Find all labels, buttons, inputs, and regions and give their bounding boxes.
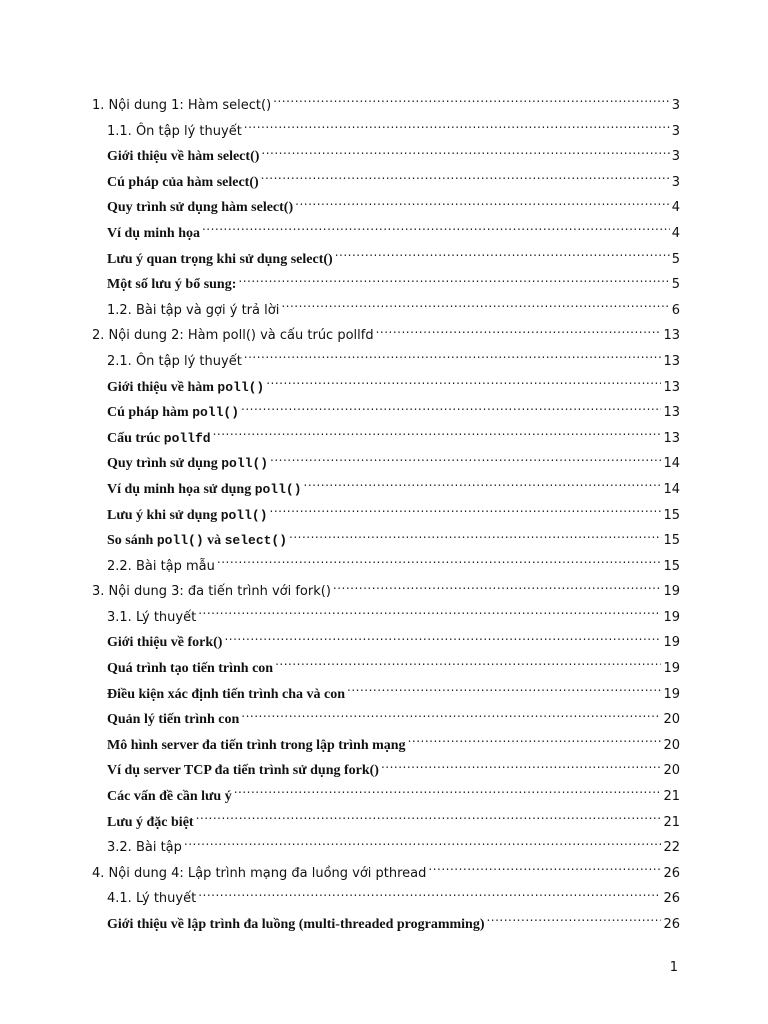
dot-leader <box>273 96 670 109</box>
toc-entry-page: 3 <box>671 98 680 113</box>
dot-leader <box>261 172 670 186</box>
toc-entry-page: 20 <box>663 737 680 753</box>
toc-entry-code: pollfd <box>163 430 211 446</box>
toc-entry-page: 3 <box>671 149 680 165</box>
toc-entry-text: Giới thiệu về lập trình đa luồng (multi-threaded programming) <box>107 917 485 932</box>
toc-entry-text: Giới thiệu về fork() <box>107 635 223 651</box>
toc-entry[interactable] <box>92 375 680 401</box>
dot-leader <box>428 864 661 877</box>
toc-entry[interactable] <box>92 247 680 273</box>
toc-entry-title <box>107 477 302 503</box>
toc-entry-page: 5 <box>671 251 680 267</box>
toc-entry-code: select() <box>224 533 288 549</box>
toc-entry-title <box>107 605 196 631</box>
toc-entry-title <box>107 503 268 529</box>
dot-leader <box>244 122 670 135</box>
toc-entry-page: 13 <box>663 328 680 344</box>
toc-entry[interactable] <box>92 605 680 631</box>
toc-entry-page: 15 <box>663 533 680 549</box>
dot-leader <box>217 557 662 570</box>
toc-entry-page: 26 <box>663 917 680 932</box>
dot-leader <box>270 453 661 467</box>
toc-entry-title <box>107 707 239 733</box>
toc-entry-title <box>107 144 259 170</box>
toc-entry-text: Lưu ý quan trọng khi sử dụng select() <box>107 251 333 267</box>
toc-entry-page: 19 <box>663 661 680 677</box>
toc-entry-page: 14 <box>663 481 680 497</box>
dot-leader <box>376 326 662 339</box>
dot-leader <box>295 197 670 211</box>
toc-entry-title <box>107 528 287 554</box>
dot-leader <box>198 889 661 902</box>
toc-entry-text: So sánh <box>107 533 157 549</box>
dot-leader <box>275 658 661 672</box>
toc-entry-page: 20 <box>663 763 680 779</box>
toc-entry-title <box>107 298 279 324</box>
toc-entry-text: Mô hình server đa tiến trình trong lập trình mạng <box>107 737 406 753</box>
toc-entry[interactable] <box>92 912 680 938</box>
toc-entry-text: 3.2. Bài tập <box>107 840 182 856</box>
toc-entry-code: poll() <box>221 456 269 472</box>
toc-entry[interactable] <box>92 400 680 426</box>
toc-entry[interactable] <box>92 170 680 196</box>
toc-entry[interactable] <box>92 195 680 221</box>
toc-entry[interactable] <box>92 528 680 554</box>
toc-entry-page: 13 <box>663 379 680 395</box>
toc-entry-text: Ví dụ minh họa <box>107 225 200 241</box>
dot-leader <box>304 479 662 493</box>
toc-entry[interactable] <box>92 119 680 145</box>
toc-entry[interactable] <box>92 451 680 477</box>
toc-entry[interactable] <box>92 221 680 247</box>
toc-entry-page: 3 <box>671 174 680 190</box>
toc-entry-code: poll() <box>192 405 240 421</box>
toc-entry[interactable] <box>92 810 680 836</box>
toc-entry[interactable] <box>92 503 680 529</box>
toc-entry[interactable] <box>92 426 680 452</box>
dot-leader <box>289 530 661 544</box>
toc-entry[interactable] <box>92 835 680 861</box>
dot-leader <box>241 402 661 416</box>
toc-entry-text: Giới thiệu về hàm <box>107 379 218 395</box>
toc-entry-title <box>107 170 259 196</box>
toc-entry-code: poll() <box>220 507 268 523</box>
toc-entry-text: Lưu ý khi sử dụng <box>107 507 221 523</box>
toc-entry-page: 19 <box>663 635 680 651</box>
toc-entry-text: Các vấn đề cần lưu ý <box>107 789 232 805</box>
toc-entry[interactable] <box>92 758 680 784</box>
toc-entry[interactable] <box>92 272 680 298</box>
dot-leader <box>198 608 661 621</box>
toc-entry[interactable] <box>92 784 680 810</box>
toc-entry-page: 15 <box>663 558 680 574</box>
toc-entry[interactable] <box>92 861 680 887</box>
dot-leader <box>202 223 670 237</box>
dot-leader <box>408 735 662 749</box>
toc-entry-page: 13 <box>663 353 680 369</box>
toc-entry-text: Ví dụ minh họa sử dụng <box>107 481 255 497</box>
toc-entry-page: 15 <box>663 507 680 523</box>
dot-leader <box>270 505 662 519</box>
toc-entry[interactable] <box>92 707 680 733</box>
toc-entry[interactable] <box>92 144 680 170</box>
dot-leader <box>234 786 662 800</box>
toc-entry-title <box>107 784 232 810</box>
table-of-contents <box>92 93 680 938</box>
toc-entry-page: 19 <box>663 584 680 600</box>
toc-entry[interactable] <box>92 886 680 912</box>
toc-entry-text: 3. Nội dung 3: đa tiến trình với fork() <box>92 584 331 600</box>
toc-entry[interactable] <box>92 477 680 503</box>
toc-entry-text: Giới thiệu về hàm select() <box>107 149 260 165</box>
toc-entry-page: 21 <box>663 789 680 805</box>
toc-entry[interactable] <box>92 579 680 605</box>
toc-entry-page: 5 <box>671 277 680 293</box>
toc-entry-text: Quy trình sử dụng <box>107 456 222 472</box>
toc-entry-title <box>107 835 182 861</box>
toc-entry-page: 19 <box>663 609 680 625</box>
toc-entry-page: 26 <box>663 891 680 907</box>
dot-leader <box>381 760 661 774</box>
toc-entry[interactable] <box>92 349 680 375</box>
toc-entry-page: 4 <box>671 225 680 241</box>
dot-leader <box>196 812 662 826</box>
toc-entry-title <box>107 656 273 682</box>
dot-leader <box>238 274 669 288</box>
toc-entry-title <box>107 451 268 477</box>
toc-entry[interactable] <box>92 656 680 682</box>
toc-entry-title <box>92 323 374 349</box>
toc-entry-title <box>107 119 242 145</box>
toc-entry-page: 13 <box>663 430 680 446</box>
toc-entry-code: poll() <box>156 533 204 549</box>
toc-entry-page: 22 <box>663 840 680 856</box>
toc-entry-text: Điều kiện xác định tiến trình cha và con <box>107 686 346 702</box>
toc-entry-text: Ví dụ server TCP đa tiến trình sử dụng fork() <box>107 763 379 779</box>
dot-leader <box>281 301 669 314</box>
toc-entry-page: 21 <box>663 814 680 830</box>
toc-entry-page: 6 <box>671 302 680 318</box>
toc-entry-title <box>92 861 426 887</box>
toc-entry-code: poll() <box>254 481 302 497</box>
toc-entry-title <box>107 554 215 580</box>
dot-leader <box>333 582 662 595</box>
toc-entry-text: Quá trình tạo tiến trình con <box>107 661 274 677</box>
toc-entry-title <box>107 426 211 452</box>
toc-entry[interactable] <box>92 682 680 708</box>
toc-entry-title <box>107 221 200 247</box>
toc-entry-text: 4.1. Lý thuyết <box>107 891 197 907</box>
toc-entry-page: 26 <box>663 865 680 881</box>
toc-entry-title <box>107 886 196 912</box>
toc-entry-text: Một số lưu ý bổ sung: <box>107 277 237 293</box>
toc-entry-text: 3.1. Lý thuyết <box>107 609 197 625</box>
toc-entry-text: Quy trình sử dụng hàm select() <box>107 200 294 216</box>
toc-entry-text: 1.1. Ôn tập lý thuyết <box>107 123 242 139</box>
toc-entry[interactable] <box>92 733 680 759</box>
toc-entry-text: 4. Nội dung 4: Lập trình mạng đa luồng với pthread <box>92 865 427 881</box>
dot-leader <box>224 632 661 646</box>
toc-entry-text: Quản lý tiến trình con <box>107 712 240 728</box>
dot-leader <box>486 914 661 928</box>
toc-entry-code: poll() <box>217 379 265 395</box>
toc-entry-title <box>107 630 222 656</box>
dot-leader <box>241 709 661 723</box>
toc-entry-title <box>92 579 331 605</box>
dot-leader <box>347 684 661 698</box>
toc-entry-page: 19 <box>663 686 680 702</box>
toc-entry-page: 4 <box>671 200 680 216</box>
toc-entry-page: 3 <box>671 123 680 139</box>
toc-entry-text: Cấu trúc <box>107 430 164 446</box>
toc-entry-title <box>107 349 242 375</box>
toc-entry[interactable] <box>92 554 680 580</box>
toc-entry-title <box>107 810 194 836</box>
toc-entry-title <box>107 912 484 938</box>
dot-leader <box>213 428 662 442</box>
toc-entry[interactable] <box>92 630 680 656</box>
dot-leader <box>184 838 662 851</box>
toc-entry-text: 2. Nội dung 2: Hàm poll() và cấu trúc pollfd <box>92 328 374 344</box>
toc-entry-text: 1.2. Bài tập và gợi ý trả lời <box>107 302 280 318</box>
dot-leader <box>335 249 670 263</box>
toc-entry-page: 13 <box>663 405 680 421</box>
toc-entry-page: 20 <box>663 712 680 728</box>
toc-entry-title <box>107 195 293 221</box>
toc-entry-title <box>107 400 239 426</box>
toc-entry-title <box>107 272 236 298</box>
dot-leader <box>244 352 662 365</box>
toc-entry-title <box>107 682 345 708</box>
dot-leader <box>261 146 669 160</box>
toc-entry-text: Cú pháp hàm <box>107 405 193 421</box>
page-number: 1 <box>669 960 678 975</box>
toc-entry-text: 2.2. Bài tập mẫu <box>107 558 215 574</box>
toc-entry[interactable] <box>92 93 680 119</box>
toc-entry-text: 1. Nội dung 1: Hàm select() <box>92 98 272 113</box>
toc-entry-title <box>107 758 379 784</box>
toc-entry-title <box>107 375 264 401</box>
toc-entry-text: 2.1. Ôn tập lý thuyết <box>107 353 242 369</box>
dot-leader <box>266 377 661 391</box>
toc-entry-text: Lưu ý đặc biệt <box>107 814 194 830</box>
toc-entry-title <box>92 93 271 119</box>
toc-entry[interactable] <box>92 298 680 324</box>
toc-entry-text: và <box>203 533 225 549</box>
toc-entry-page: 14 <box>663 456 680 472</box>
toc-entry[interactable] <box>92 323 680 349</box>
toc-entry-title <box>107 247 333 273</box>
toc-entry-title <box>107 733 406 759</box>
toc-entry-text: Cú pháp của hàm select() <box>107 174 259 190</box>
